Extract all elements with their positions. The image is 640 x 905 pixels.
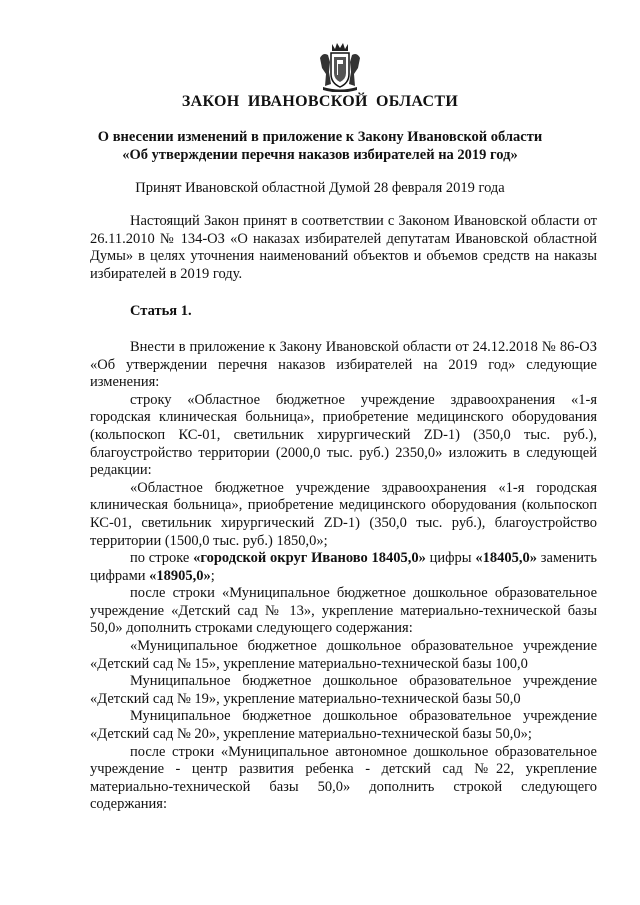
document-title: ЗАКОН ИВАНОВСКОЙ ОБЛАСТИ: [181, 93, 459, 110]
ivanovo-coat-of-arms-icon: [317, 40, 363, 92]
document-body: [90, 213, 597, 814]
article-paragraph: «Областное бюджетное учреждение здравоохранения «1-я городская клиническая больница», приобретение медицинского оборудования (кольпоскоп КС-01, светильник хирургический ZD-1) (350,0 тыс. руб.), благоустройство территории (1500,0 тыс. руб.) 1850,0»;: [90, 479, 597, 549]
article-paragraph: Муниципальное бюджетное дошкольное образовательное учреждение «Детский сад № 19», укрепление материально-технической базы 50,0: [90, 673, 597, 707]
subtitle-line: «Об утверждении перечня наказов избирателей на 2019 год»: [122, 147, 518, 163]
text-run: цифры: [425, 550, 476, 567]
text-run: заменить цифрами: [90, 550, 597, 584]
document-subtitle: [60, 128, 580, 164]
article-paragraph: после строки «Муниципальное автономное дошкольное образовательное учреждение - центр развития ребенка - детский сад №22, укрепление материально-технической базы 50,0» дополнить строкой следующего содержания:: [90, 743, 597, 813]
bold-text-run: «18405,0»: [475, 550, 537, 567]
article-paragraph: строку «Областное бюджетное учреждение здравоохранения «1-я городская клиническая больница», приобретение медицинского оборудования (кольпоскоп КС-01, светильник хирургический ZD-1) (350,0 тыс. руб.), благоустройство территории (2000,0 тыс. руб.) 2350,0» изложить в следующей редакции:: [90, 391, 597, 479]
article-heading: Статья 1.: [130, 303, 192, 320]
bold-text-run: «18905,0»: [149, 567, 211, 584]
intro-paragraph: Настоящий Закон принят в соответствии с Законом Ивановской области от 26.11.2010 № 134-ОЗ «О наказах избирателей депутатам Ивановской областной Думы» в целях уточнения наименований объектов и объемов средств на наказы избирателей в 2019 году.: [90, 213, 597, 282]
text-run: ;: [210, 567, 215, 584]
bold-text-run: «городской округ Иваново 18405,0»: [193, 550, 426, 567]
article-paragraph: Внести в приложение к Закону Ивановской области от 24.12.2018 № 86-ОЗ «Об утверждении перечня наказов избирателей на 2019 год» следующие изменения:: [90, 338, 597, 391]
text-run: по строке: [130, 550, 194, 567]
article-paragraph: «Муниципальное бюджетное дошкольное образовательное учреждение «Детский сад № 15», укрепление материально-технической базы 100,0: [90, 638, 597, 672]
article-paragraph: Муниципальное бюджетное дошкольное образовательное учреждение «Детский сад № 20», укрепление материально-технической базы 50,0»;: [90, 708, 597, 743]
article-paragraph: после строки «Муниципальное бюджетное дошкольное образовательное учреждение «Детский сад № 13», укрепление материально-технической базы 50,0» дополнить строками следующего содержания:: [90, 585, 597, 637]
subtitle-line: О внесении изменений в приложение к Закону Ивановской области: [97, 129, 543, 145]
article-paragraph: [90, 550, 597, 585]
adoption-line: Принят Ивановской областной Думой 28 февраля 2019 года: [135, 180, 505, 196]
